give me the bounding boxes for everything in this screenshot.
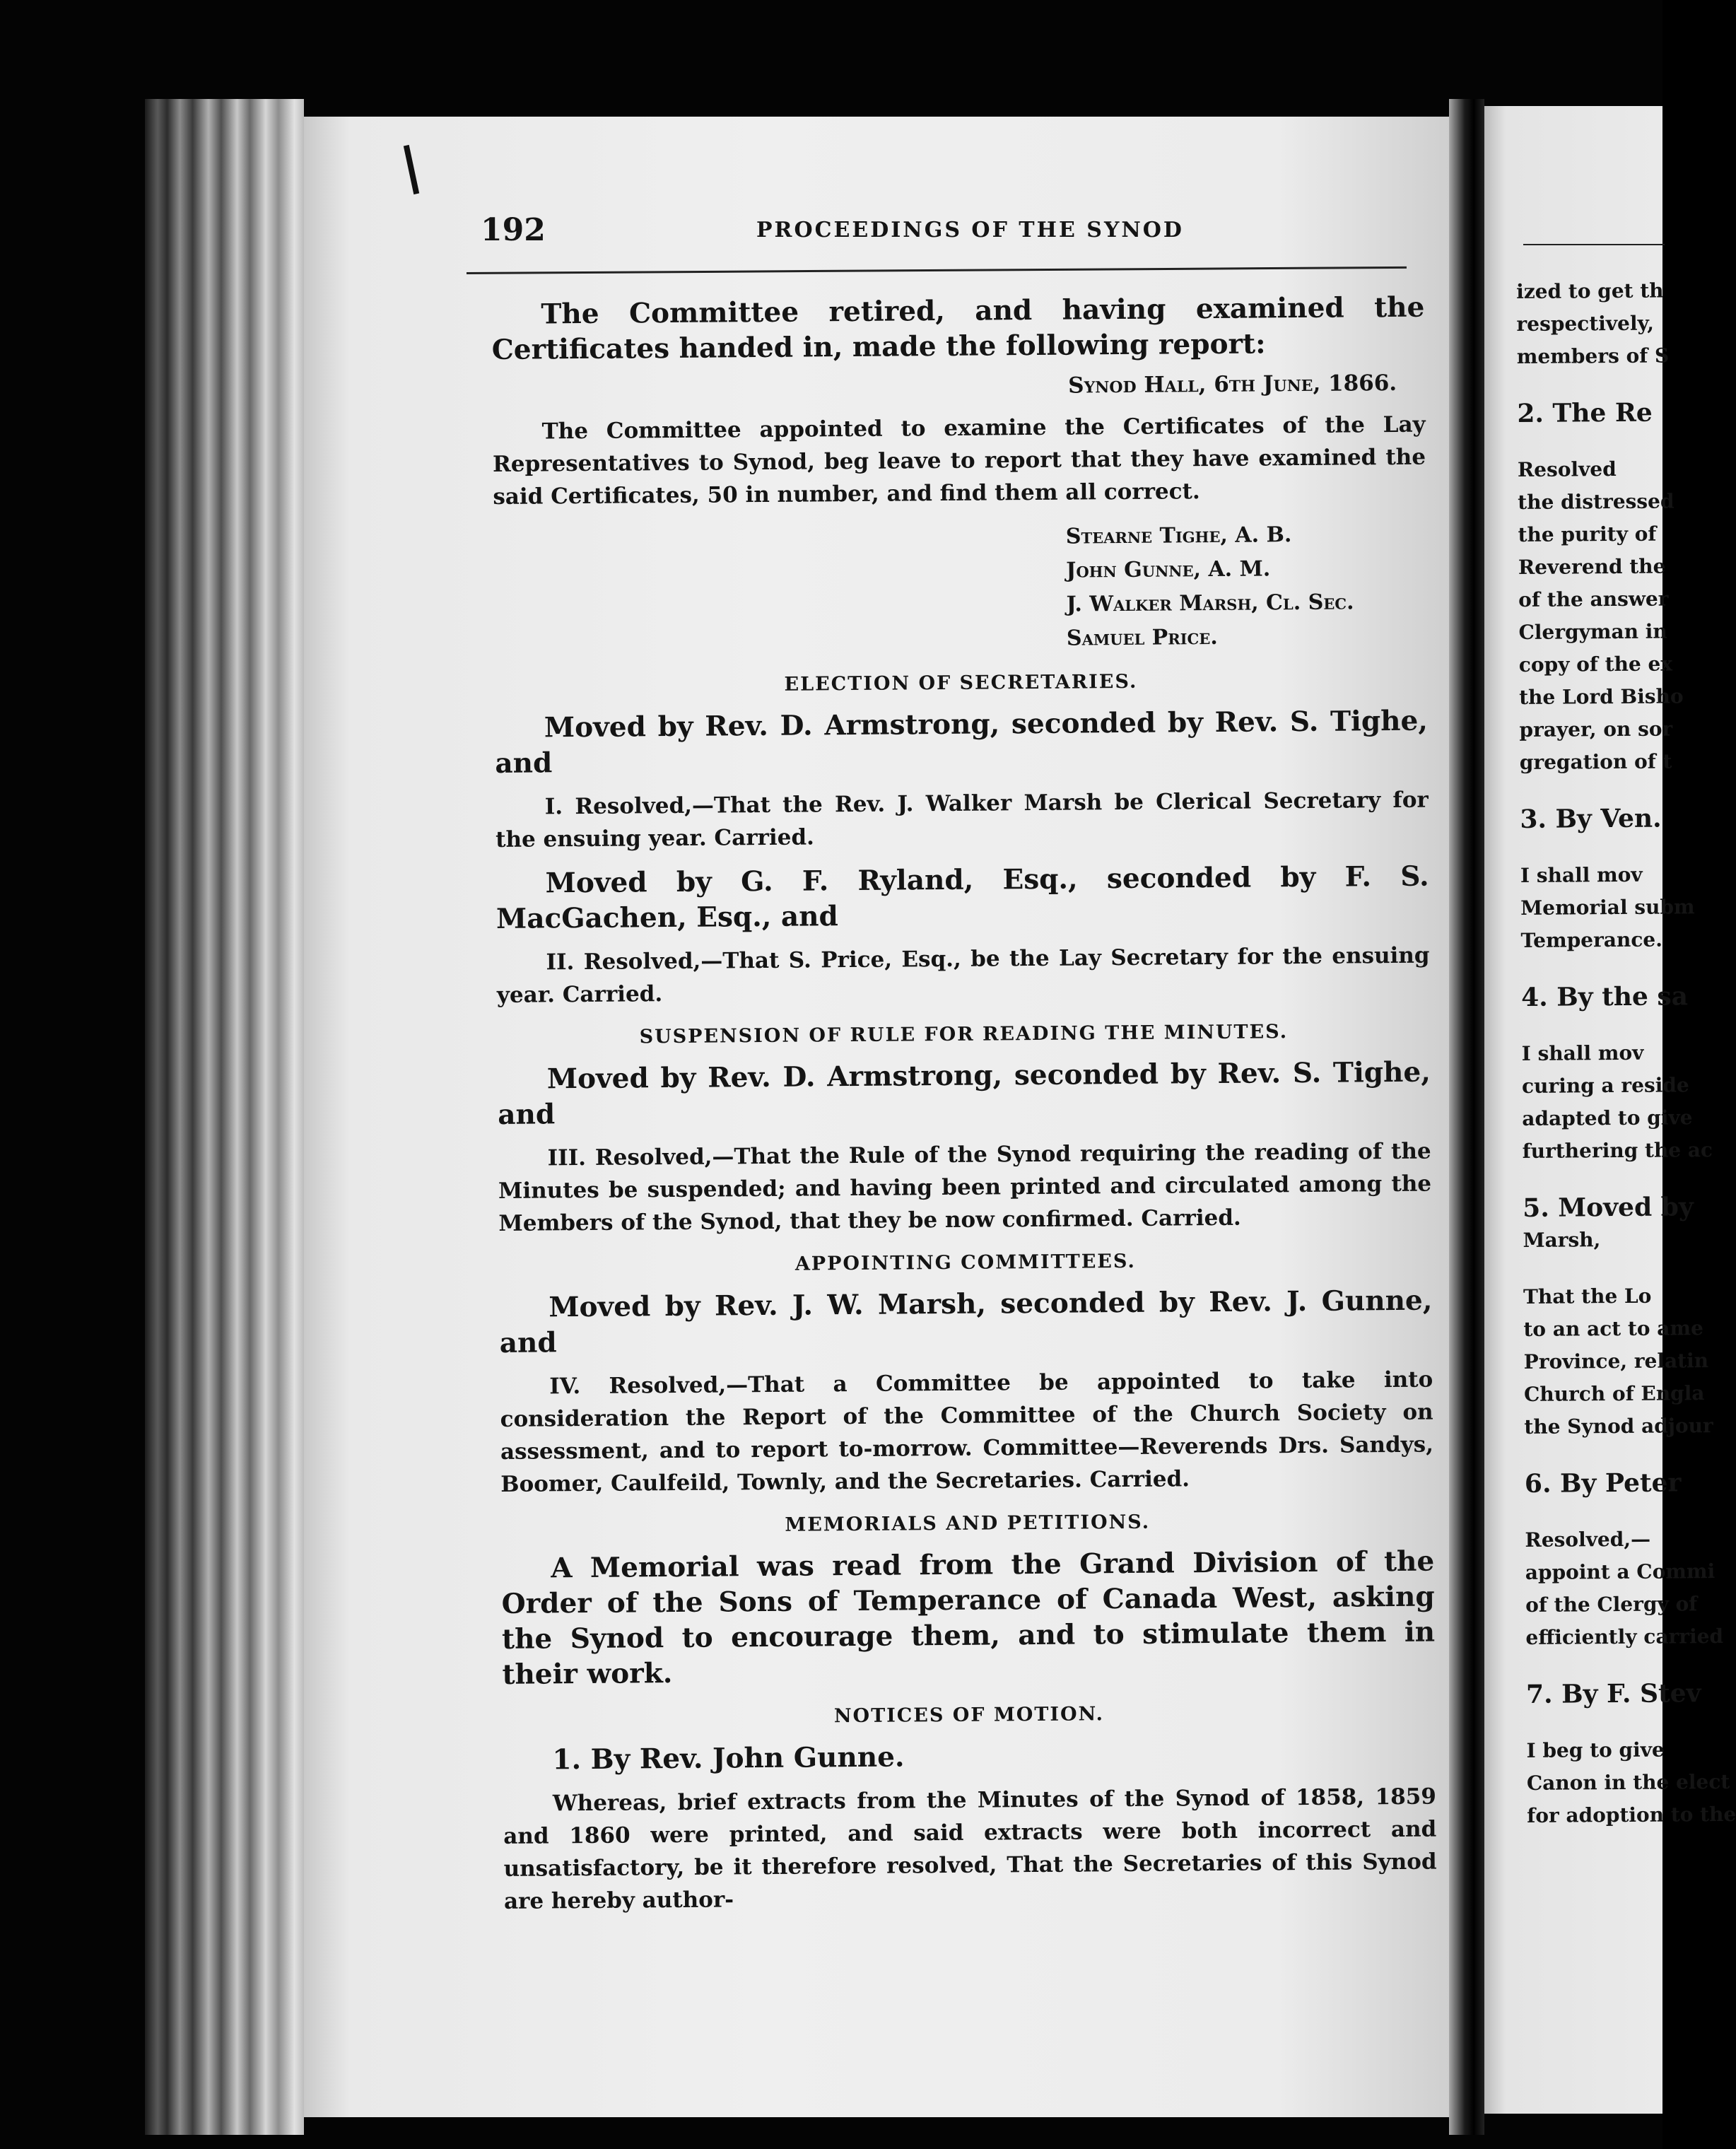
right-page-line: adapted to give xyxy=(1522,1106,1693,1130)
right-page-line: gregation of t xyxy=(1519,749,1672,774)
right-page-line: Marsh, xyxy=(1523,1228,1601,1252)
right-page-line: members of S xyxy=(1516,344,1670,368)
resolution: III. Resolved,—That the Rule of the Synod requiring the reading of the Minutes be suspended; and having been printed and circulated among the Members of the Synod, that they be now confirmed. Carried. xyxy=(498,1138,1432,1236)
section-heading: APPOINTING COMMITTEES. xyxy=(794,1250,1137,1275)
section-heading: NOTICES OF MOTION. xyxy=(833,1703,1105,1728)
right-page-gap xyxy=(1526,1653,1682,1678)
motion-line: Moved by Rev. J. W. Marsh, seconded by Rev. J. Gunne, and xyxy=(499,1284,1433,1359)
section-heading: ELECTION OF SECRETARIES. xyxy=(784,670,1138,696)
running-head: PROCEEDINGS OF THE SYNOD xyxy=(756,218,1184,242)
right-page-line: I beg to give xyxy=(1526,1738,1665,1762)
right-page-gap xyxy=(1526,1709,1682,1735)
right-page-line: Temperance. xyxy=(1520,927,1663,952)
right-page-line: efficiently carried xyxy=(1525,1624,1724,1649)
signature-block xyxy=(493,517,1427,660)
right-page-line: Church of Engla xyxy=(1523,1381,1705,1406)
right-page-gap xyxy=(1525,1499,1680,1524)
right-page-line: Canon in the elect xyxy=(1526,1769,1730,1795)
right-page-gap xyxy=(1523,1166,1678,1192)
right-page-gap xyxy=(1521,1012,1677,1038)
right-page-line: Resolved,— xyxy=(1525,1527,1651,1552)
right-page-line: for adoption to the xyxy=(1527,1802,1736,1827)
right-page-gap xyxy=(1517,372,1672,397)
right-page-line: prayer, on sor xyxy=(1519,717,1673,742)
motion-line: Moved by Rev. D. Armstrong, seconded by Rev. S. Tighe, and xyxy=(495,704,1429,780)
resolution: II. Resolved,—That S. Price, Esq., be the Lay Secretary for the ensuing year. Carried. xyxy=(496,942,1430,1008)
notice-item: 1. By Rev. John Gunne. xyxy=(552,1740,905,1776)
right-page-line: 2. The Re xyxy=(1517,397,1653,428)
right-page-line: I shall mov xyxy=(1521,1041,1644,1065)
right-page-line: respectively, xyxy=(1516,311,1654,336)
signature: J. Walker Marsh, Cl. Sec. xyxy=(1066,590,1354,617)
motion-line: Moved by Rev. D. Armstrong, seconded by Rev. S. Tighe, and xyxy=(498,1055,1431,1131)
right-page-line: appoint a Commi xyxy=(1525,1559,1716,1584)
right-page-line: 3. By Ven. xyxy=(1520,803,1662,834)
right-page-line: Province, relatin xyxy=(1523,1349,1709,1374)
section-heading: MEMORIALS AND PETITIONS. xyxy=(785,1511,1151,1536)
right-page-line: to an act to ame xyxy=(1523,1316,1703,1341)
right-header-rule xyxy=(1523,244,1665,245)
right-page-gap xyxy=(1521,956,1677,981)
intro-paragraph: The Committee retired, and having examined the Certificates handed in, made the following report: xyxy=(491,291,1425,366)
signature: John Gunne, A. M. xyxy=(1066,556,1271,583)
right-page-line: curing a reside xyxy=(1521,1073,1689,1098)
right-page-line: the purity of xyxy=(1518,522,1657,546)
right-page-gap xyxy=(1518,428,1673,454)
report-date: Synod Hall, 6th June, 1866. xyxy=(1067,370,1397,399)
right-page-line: Resolved xyxy=(1517,457,1617,481)
right-page-text xyxy=(1516,274,1736,1832)
section-heading: SUSPENSION OF RULE FOR READING THE MINUTES. xyxy=(639,1021,1289,1048)
right-page-gap xyxy=(1520,834,1676,860)
right-page-line: 6. By Peter xyxy=(1524,1468,1682,1499)
right-page-line: ized to get th xyxy=(1516,279,1664,303)
right-page-line: the Synod adjour xyxy=(1524,1414,1713,1439)
memorial-text: A Memorial was read from the Grand Division of the Order of the Sons of Temperance of Canada West, asking the Synod to encourage them, and to stimulate them in their work. xyxy=(501,1545,1436,1691)
right-page-line: furthering the ac xyxy=(1522,1138,1713,1163)
right-page-line: 5. Moved by xyxy=(1523,1192,1694,1223)
right-page-line: of the Clergy of xyxy=(1525,1592,1698,1617)
report-text: The Committee appointed to examine the Certificates of the Lay Representatives to Synod, beg leave to report that they have examined the said Certificates, 50 in number, and find them all correct. xyxy=(492,411,1426,510)
right-page-line: I shall mov xyxy=(1520,862,1643,887)
page-header xyxy=(481,212,1407,262)
right-page-line: the Lord Bisho xyxy=(1519,684,1684,709)
right-page-line: Clergyman in xyxy=(1518,619,1667,644)
resolution: I. Resolved,—That the Rev. J. Walker Marsh be Clerical Secretary for the ensuing year. Carried. xyxy=(495,787,1429,853)
resolution: IV. Resolved,—That a Committee be appointed to take into consideration the Report of the Committee of the Church Society on assessment, and to report to-morrow. Committee—Reverends Drs. Sandys, Boomer, Caulfeild, Townly, and the Secretaries. Carried. xyxy=(500,1366,1434,1497)
motion-line: Moved by G. F. Ryland, Esq., seconded by F. S. MacGachen, Esq., and xyxy=(495,860,1429,935)
page-content xyxy=(491,276,1438,2092)
right-page-gap xyxy=(1523,1255,1679,1281)
book-page-edges xyxy=(145,99,304,2135)
right-page-line: That the Lo xyxy=(1523,1284,1652,1308)
right-page-line: 7. By F. Stev xyxy=(1525,1678,1701,1709)
signature: Samuel Price. xyxy=(1066,624,1218,651)
right-page-line: the distressed xyxy=(1518,489,1675,514)
right-page-line: copy of the ex xyxy=(1518,652,1673,677)
right-page-line: Memorial subm xyxy=(1520,895,1695,920)
signature: Stearne Tighe, A. B. xyxy=(1065,522,1292,549)
right-page-gap xyxy=(1520,778,1675,803)
book-gutter xyxy=(1449,99,1484,2135)
notice-text: Whereas, brief extracts from the Minutes of the Synod of 1858, 1859 and 1860 were printed, and said extracts were both incorrect and unsatisfactory, be it therefore resolved, That the Secretaries of this Synod are hereby author- xyxy=(503,1784,1437,1914)
right-page-gap xyxy=(1525,1442,1680,1468)
right-page-line: Reverend the xyxy=(1518,554,1666,579)
right-page-line: of the answer xyxy=(1518,587,1669,611)
page-number: 192 xyxy=(481,212,546,248)
right-page-line: 4. By the sa xyxy=(1520,981,1689,1012)
